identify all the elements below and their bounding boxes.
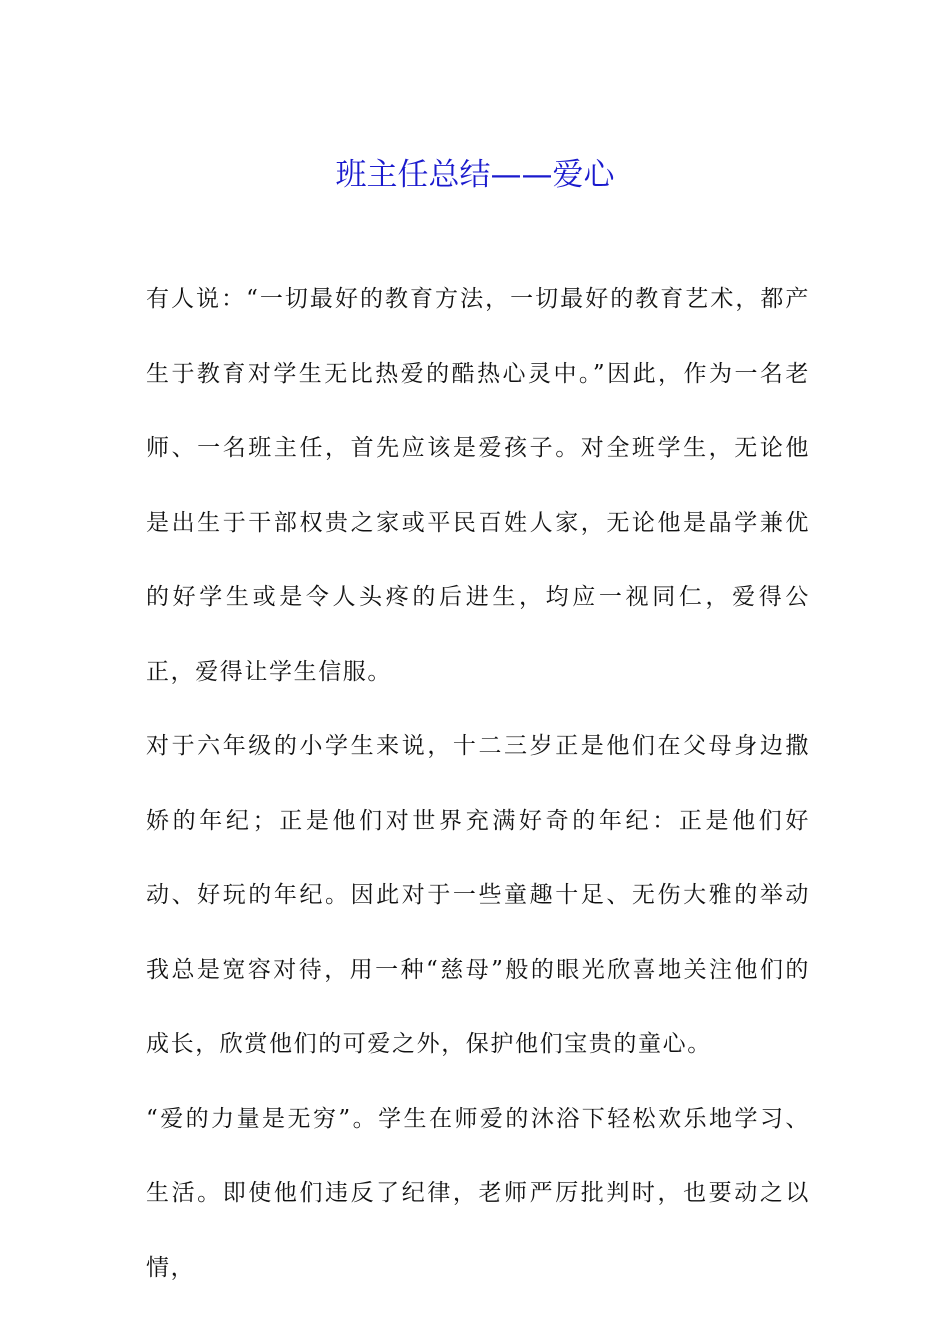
paragraph-2: 对于六年级的小学生来说，十二三岁正是他们在父母身边撒娇的年纪；正是他们对世界充满好奇的年纪：正是他们好动、好玩的年纪。因此对于一些童趣十足、无伤大雅的举动我总是宽容对待，用一种“慈母”般的眼光欣喜地关注他们的成长，欣赏他们的可爱之外，保护他们宝贵的童心。 <box>146 733 810 1057</box>
paragraph-3: “爱的力量是无穷”。学生在师爱的沐浴下轻松欢乐地学习、生活。即使他们违反了纪律，老师严厉批判时，也要动之以情， <box>146 1105 810 1281</box>
document-title: 班主任总结——爱心 <box>335 156 615 193</box>
document-body <box>146 262 810 1305</box>
paragraph-1: 有人说：“一切最好的教育方法，一切最好的教育艺术，都产生于教育对学生无比热爱的酷热心灵中。”因此，作为一名老师、一名班主任，首先应该是爱孩子。对全班学生，无论他是出生于干部权贵之家或平民百姓人家，无论他是晶学兼优的好学生或是令人头疼的后进生，均应一视同仁，爱得公正，爱得让学生信服。 <box>146 286 810 685</box>
